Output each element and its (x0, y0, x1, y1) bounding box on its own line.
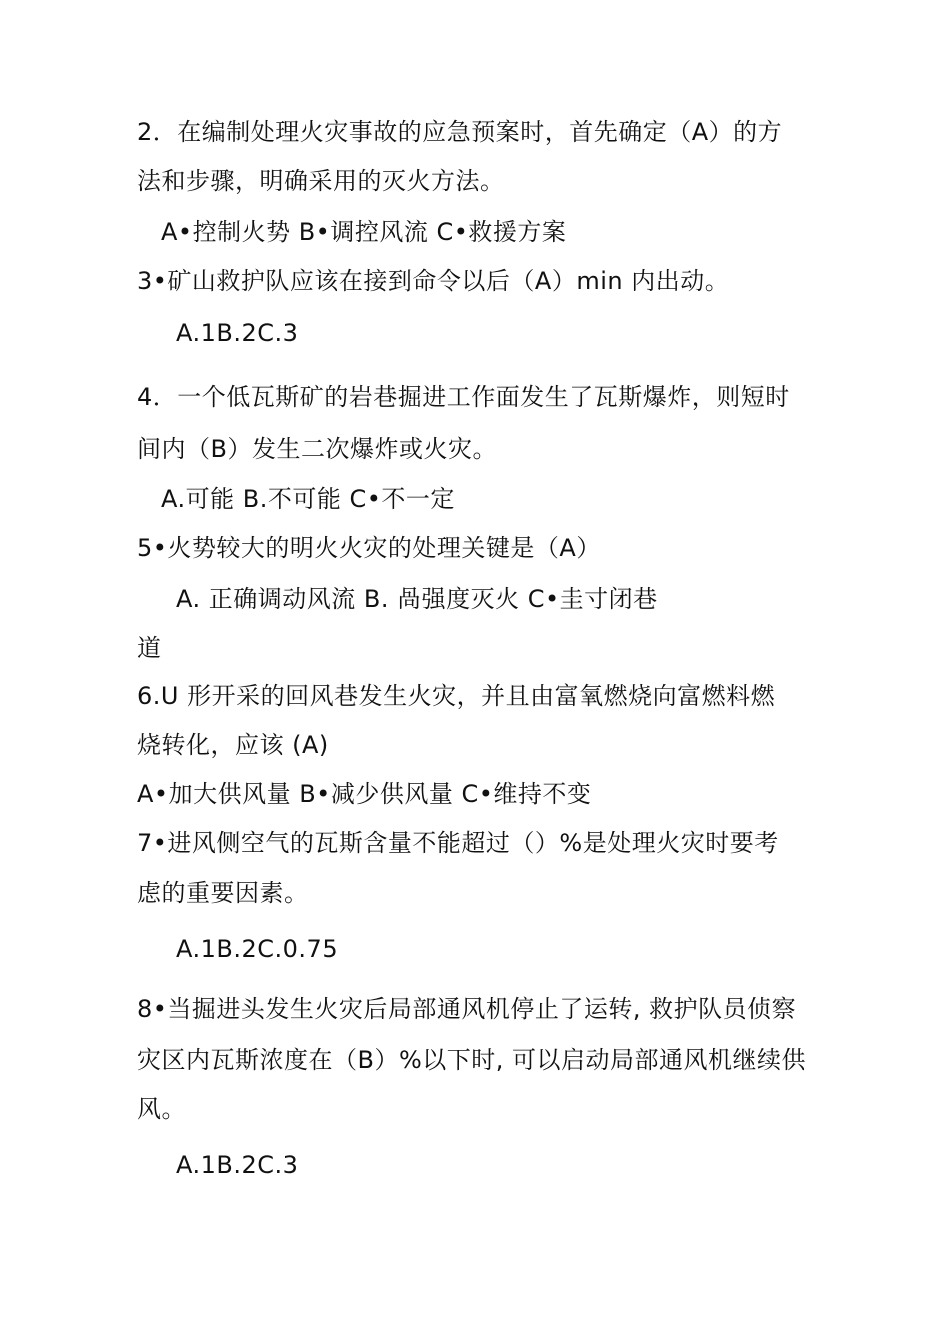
question-7-options: A.1B.2C.0.75 (176, 935, 339, 963)
question-4-options: A.可能 B.不可能 C•不一定 (161, 485, 455, 513)
question-4-line-2: 间内（B）发生二次爆炸或火灾。 (137, 435, 497, 463)
question-5-options-wrap: 道 (137, 634, 162, 662)
question-2-options: A•控制火势 B•调控风流 C•救援方案 (161, 218, 567, 246)
question-8-line-1: 8•当掘进头发生火灾后局部通风机停止了运转, 救护队员侦察 (137, 995, 797, 1023)
question-6-line-2: 烧转化，应该 (A) (137, 731, 329, 759)
question-5-options: A. 正确调动风流 B. 咼强度灭火 C•圭寸闭巷 (176, 585, 658, 613)
question-5-line-1: 5•火势较大的明火火灾的处理关键是（A） (137, 534, 601, 562)
question-7-line-2: 虑的重要因素。 (137, 879, 309, 907)
question-8-options: A.1B.2C.3 (176, 1151, 299, 1179)
question-8-line-2: 灾区内瓦斯浓度在（B）%以下时, 可以启动局部通风机继续供 (137, 1046, 807, 1074)
question-4-line-1: 4．一个低瓦斯矿的岩巷掘进工作面发生了瓦斯爆炸，则短时 (137, 383, 790, 411)
question-3-line-1: 3•矿山救护队应该在接到命令以后（A）min 内出动。 (137, 267, 730, 295)
question-8-line-3: 风。 (137, 1095, 186, 1123)
question-2-line-2: 法和步骤，明确采用的灭火方法。 (137, 167, 505, 195)
question-6-options: A•加大供风量 B•减少供风量 C•维持不变 (137, 780, 592, 808)
question-7-line-1: 7•进风侧空气的瓦斯含量不能超过（）%是处理火灾时要考 (137, 829, 779, 857)
question-6-line-1: 6.U 形开采的回风巷发生火灾，并且由富氧燃烧向富燃料燃 (137, 682, 776, 710)
question-3-options: A.1B.2C.3 (176, 319, 299, 347)
question-2-line-1: 2．在编制处理火灾事故的应急预案时，首先确定（A）的方 (137, 118, 783, 146)
